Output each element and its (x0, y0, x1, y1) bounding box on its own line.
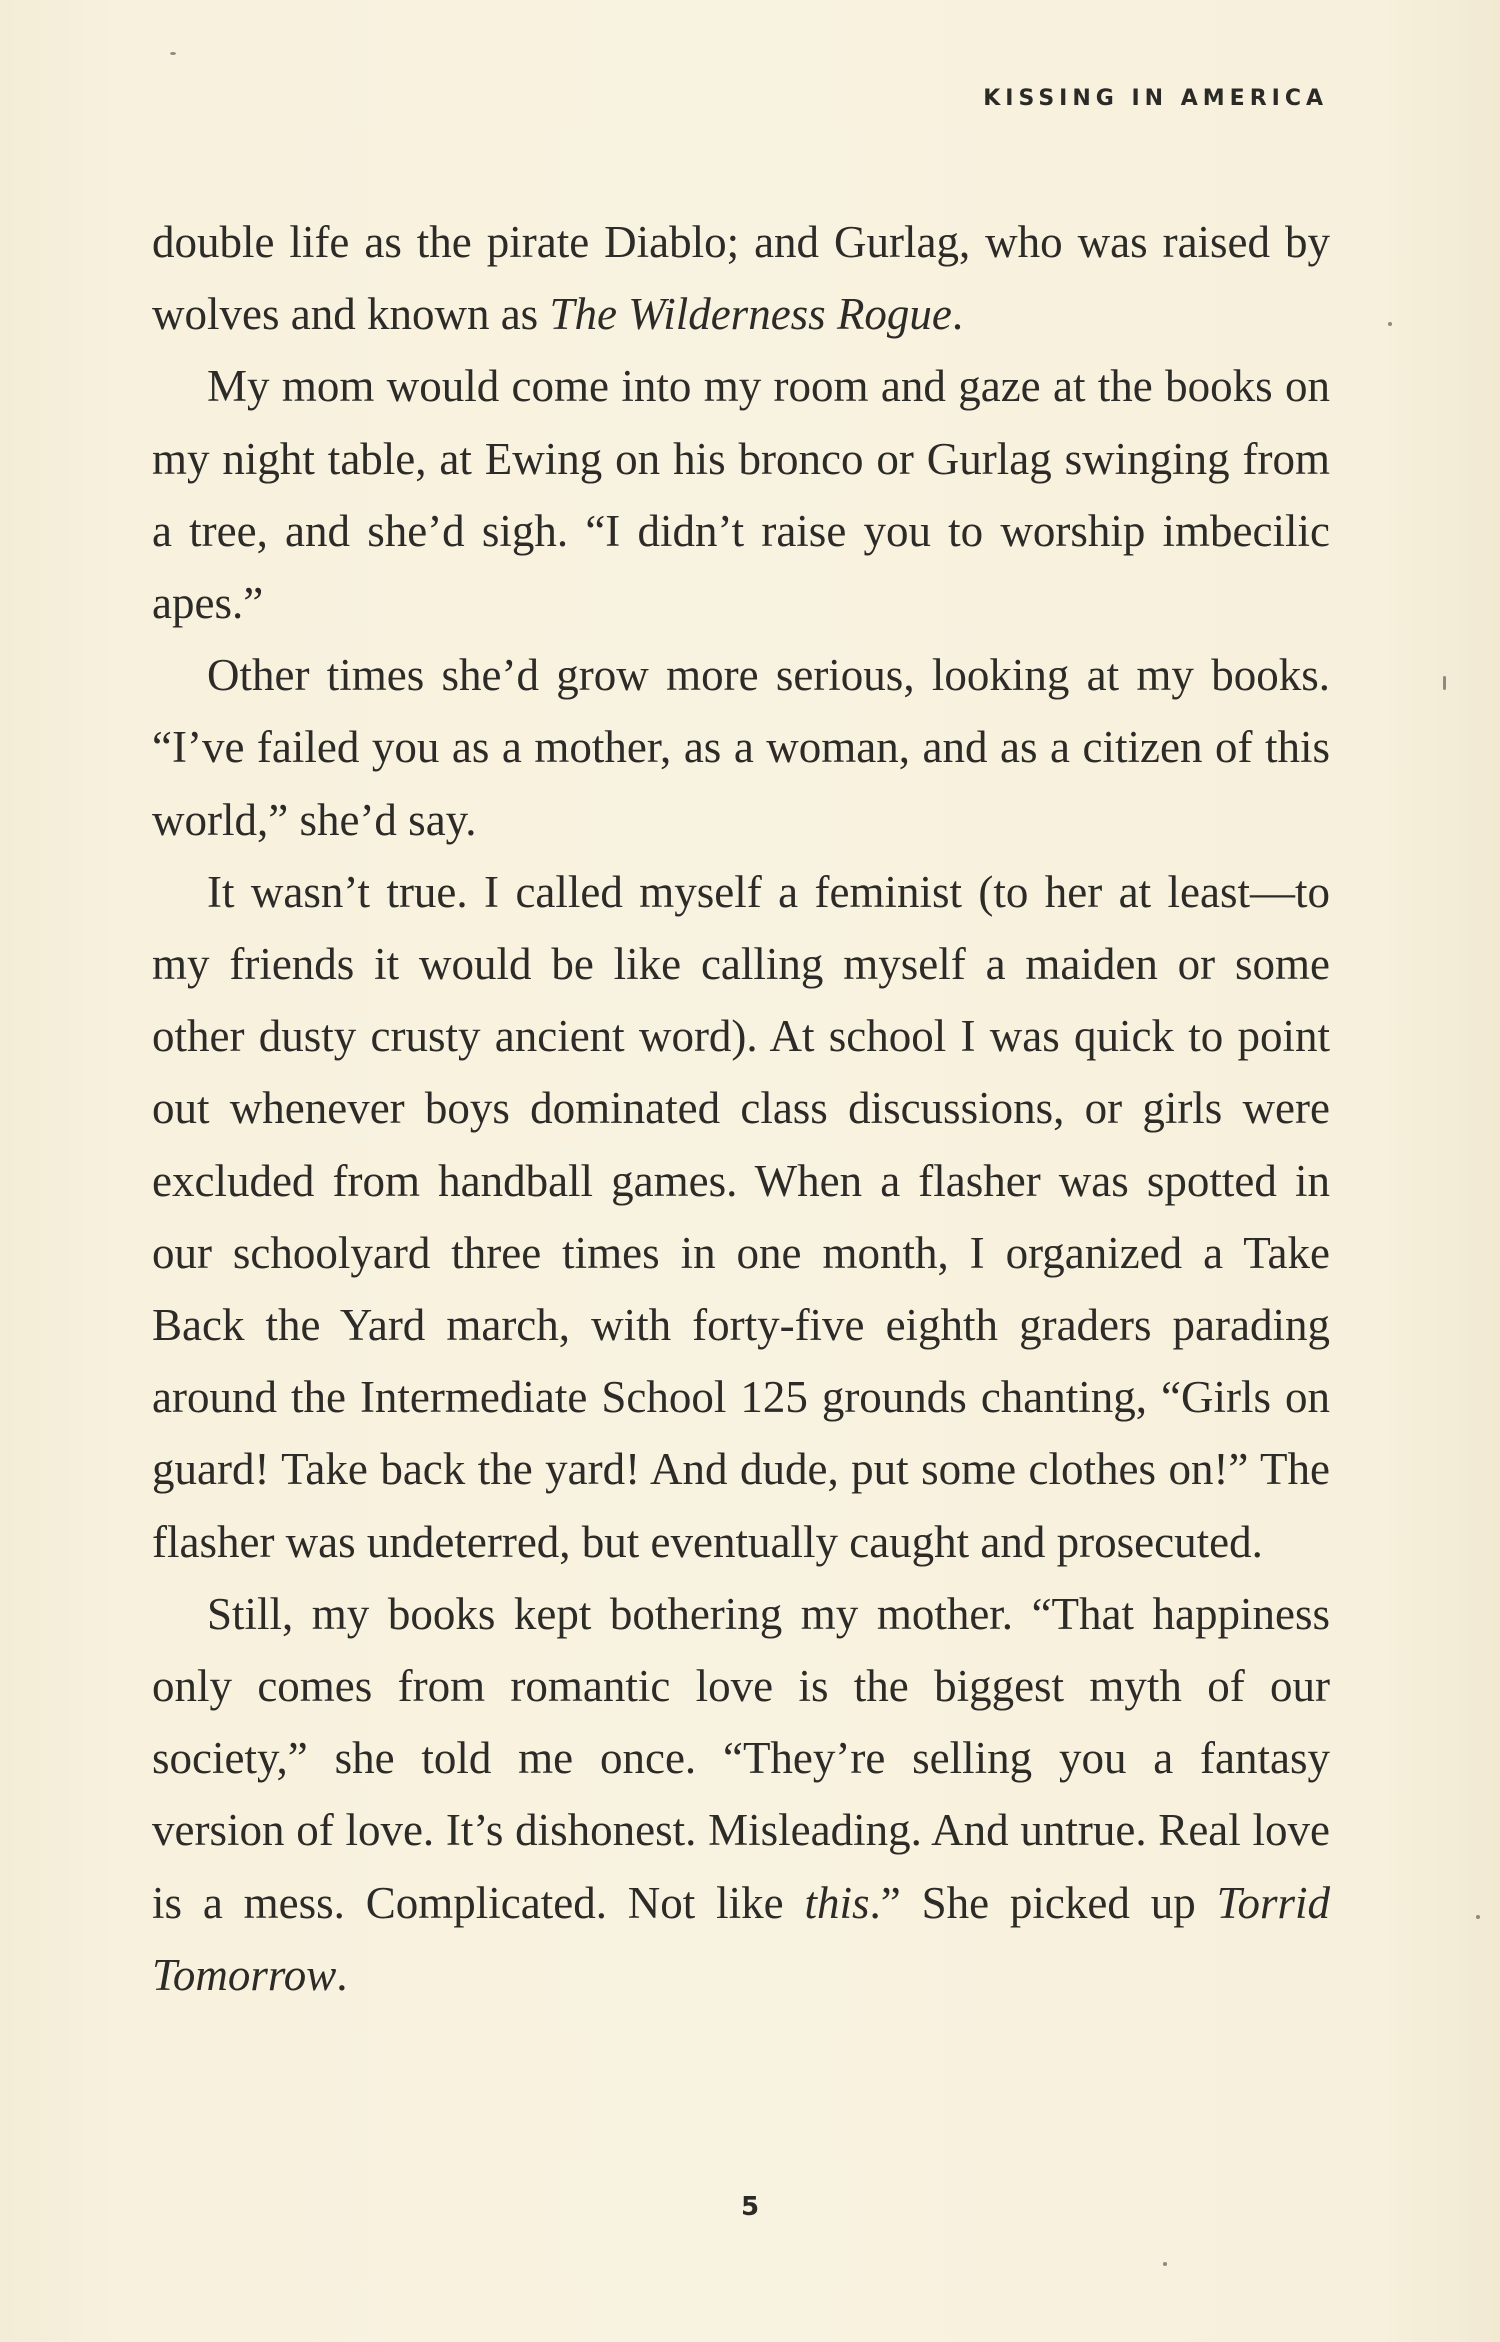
paragraph (152, 856, 1330, 1578)
text-run: double life as the pirate Diablo; and Gurlag, who was raised by wolves and known as (152, 217, 1330, 340)
paragraph (152, 639, 1330, 856)
scan-speck (1443, 676, 1446, 690)
text-run: Other times she’d grow more serious, looking at my books. “I’ve failed you as a mother, as a woman, and as a citizen of this world,” she’d say. (152, 650, 1330, 845)
page-number: 5 (740, 2192, 760, 2222)
scan-speck (1163, 2262, 1167, 2266)
paragraph (152, 1578, 1330, 2011)
scan-speck (1388, 322, 1392, 326)
italic-text: Torrid Tomorrow (152, 1877, 1330, 2000)
scan-speck (170, 52, 176, 55)
text-run: . (951, 289, 964, 340)
text-run: It wasn’t true. I called myself a feminist (to her at least—to my friends it would be like calling myself a maiden or some other dusty crusty ancient word). At school I was quick to point out whenever boys dominated class discussions, or girls were excluded from handball games. When a flasher was spotted in our schoolyard three times in one month, I organized a Take Back the Yard march, with forty-five eighth graders parading around the Intermediate School 125 grounds chanting, “Girls on guard! Take back the yard! And dude, put some clothes on!” The flasher was undeterred, but eventually caught and prosecuted. (152, 866, 1330, 1567)
text-run: Still, my books kept bothering my mother. “That happiness only comes from romantic love is the biggest myth of our society,” she told me once. “They’re selling you a fantasy version of love. It’s dishonest. Misleading. And untrue. Real love is a mess. Complicated. Not like (152, 1588, 1330, 1928)
italic-text: The Wilderness Rogue (549, 289, 952, 340)
paragraph (152, 350, 1330, 639)
text-run: My mom would come into my room and gaze at the books on my night table, at Ewing on his bronco or Gurlag swinging from a tree, and she’d sigh. “I didn’t raise you to worship imbecilic apes.” (152, 361, 1330, 629)
text-run: . (336, 1949, 348, 2000)
running-head: KISSING IN AMERICA (983, 86, 1328, 111)
scan-speck (1476, 1915, 1480, 1919)
italic-text: this (804, 1877, 870, 1928)
body-text (152, 206, 1330, 2011)
paragraph (152, 206, 1330, 350)
text-run: .” She picked up (869, 1877, 1217, 1928)
